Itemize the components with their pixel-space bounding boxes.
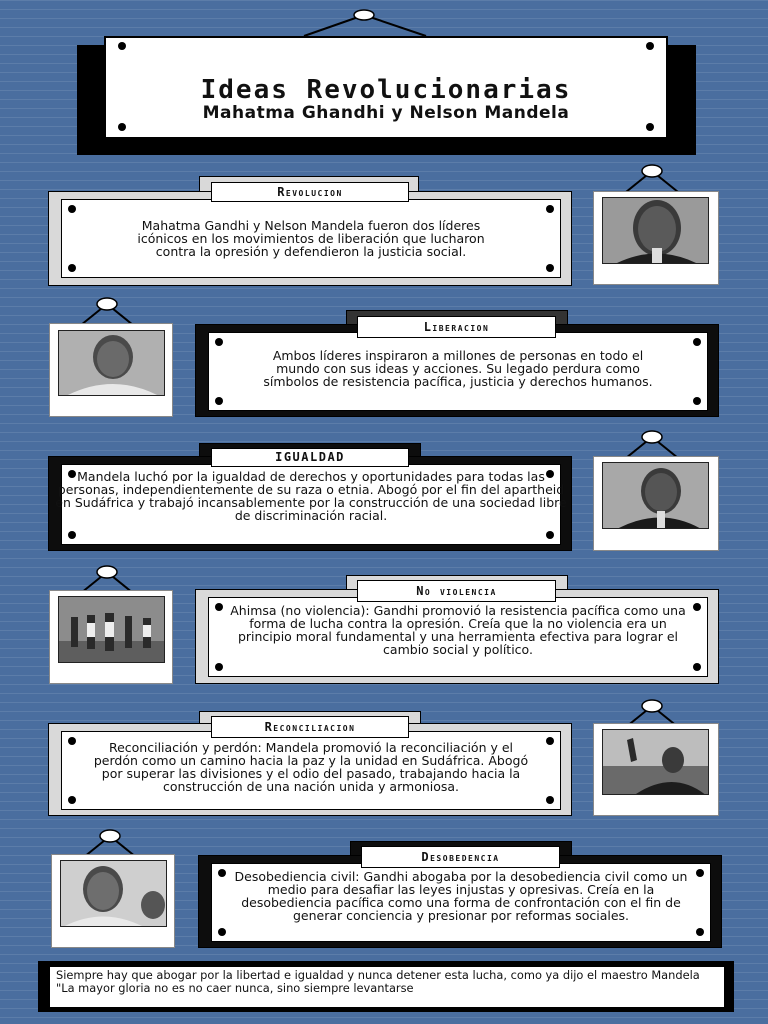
section-card-desobedencia (198, 855, 722, 948)
section-card-no-violencia (195, 589, 719, 684)
page-subtitle: Mahatma Ghandhi y Nelson Mandela (202, 103, 570, 123)
gandhi-smiling-photo (60, 860, 167, 927)
photo-frame-mandela-3 (593, 723, 719, 816)
section-heading: Revolucion (211, 182, 409, 202)
section-text: Desobediencia civil: Gandhi abogaba por la desobediencia civil como un medio para desafiar las leyes injustas y opresivas. Creía en la desobediencia pacífica como una forma de confrontación con el fin de generar conciencia y presionar por reformas sociales. (234, 869, 688, 923)
photo-hanger (622, 162, 686, 194)
section-card-igualdad (48, 456, 572, 551)
section-heading: Liberacion (357, 316, 556, 338)
gandhi-portrait-photo (58, 330, 165, 396)
photo-frame-mandela-2 (593, 456, 719, 551)
photo-frame-gandhi-1 (49, 323, 173, 417)
section-text: Mandela luchó por la igualdad de derechos y oportunidades para todas las personas, independientemente de su raza o etnia. Abogó por el fin del apartheid en Sudáfrica y trabajó incansablemente por la construcción de una sociedad libre de discriminación racial. (55, 469, 567, 523)
section-card-revolucion (48, 191, 572, 286)
page-title: Ideas Revolucionarias (200, 75, 572, 105)
closing-quote: Siempre hay que abogar por la libertad e igualdad y nunca detener esta lucha, como ya dijo el maestro Mandela "La mayor gloria no es no caer nunca, sino siempre levantarse (49, 966, 725, 1008)
section-text: Mahatma Gandhi y Nelson Mandela fueron dos líderes icónicos en los movimientos de liberación que lucharon contra la opresión y defendieron la justicia social. (137, 218, 485, 259)
title-hanger (300, 6, 430, 36)
photo-frame-gandhi-2 (51, 854, 175, 948)
section-heading: No violencia (357, 580, 556, 602)
section-heading: Desobedencia (361, 846, 560, 868)
salt-march-photo (58, 596, 165, 663)
section-text: Reconciliación y perdón: Mandela promovió la reconciliación y el perdón como un camino hacia la paz y la unidad en Sudáfrica. Abogó por superar las divisiones y el odio del pasado, trabajando hacia la construcción de una nación unida y armoniosa. (93, 740, 529, 794)
title-card (104, 36, 668, 139)
quote-box (38, 961, 734, 1012)
photo-frame-march (49, 590, 173, 684)
section-text: Ahimsa (no violencia): Gandhi promovió la resistencia pacífica como una forma de lucha contra la opresión. Creía que la no violencia era un principio moral fundamental y una herramienta efectiva para lograr el cambio social y político. (230, 603, 686, 657)
photo-frame-mandela-1 (593, 191, 719, 285)
section-text: Ambos líderes inspiraron a millones de personas en todo el mundo con sus ideas y acciones. Su legado perdura como símbolos de resistencia pacífica, justicia y derechos humanos. (263, 348, 653, 389)
section-heading: Reconciliacion (211, 716, 409, 738)
mandela-raised-fist-photo (602, 729, 709, 795)
mandela-portrait-photo (602, 197, 709, 264)
mandela-smiling-photo (602, 462, 709, 529)
section-heading: IGUALDAD (211, 448, 409, 467)
